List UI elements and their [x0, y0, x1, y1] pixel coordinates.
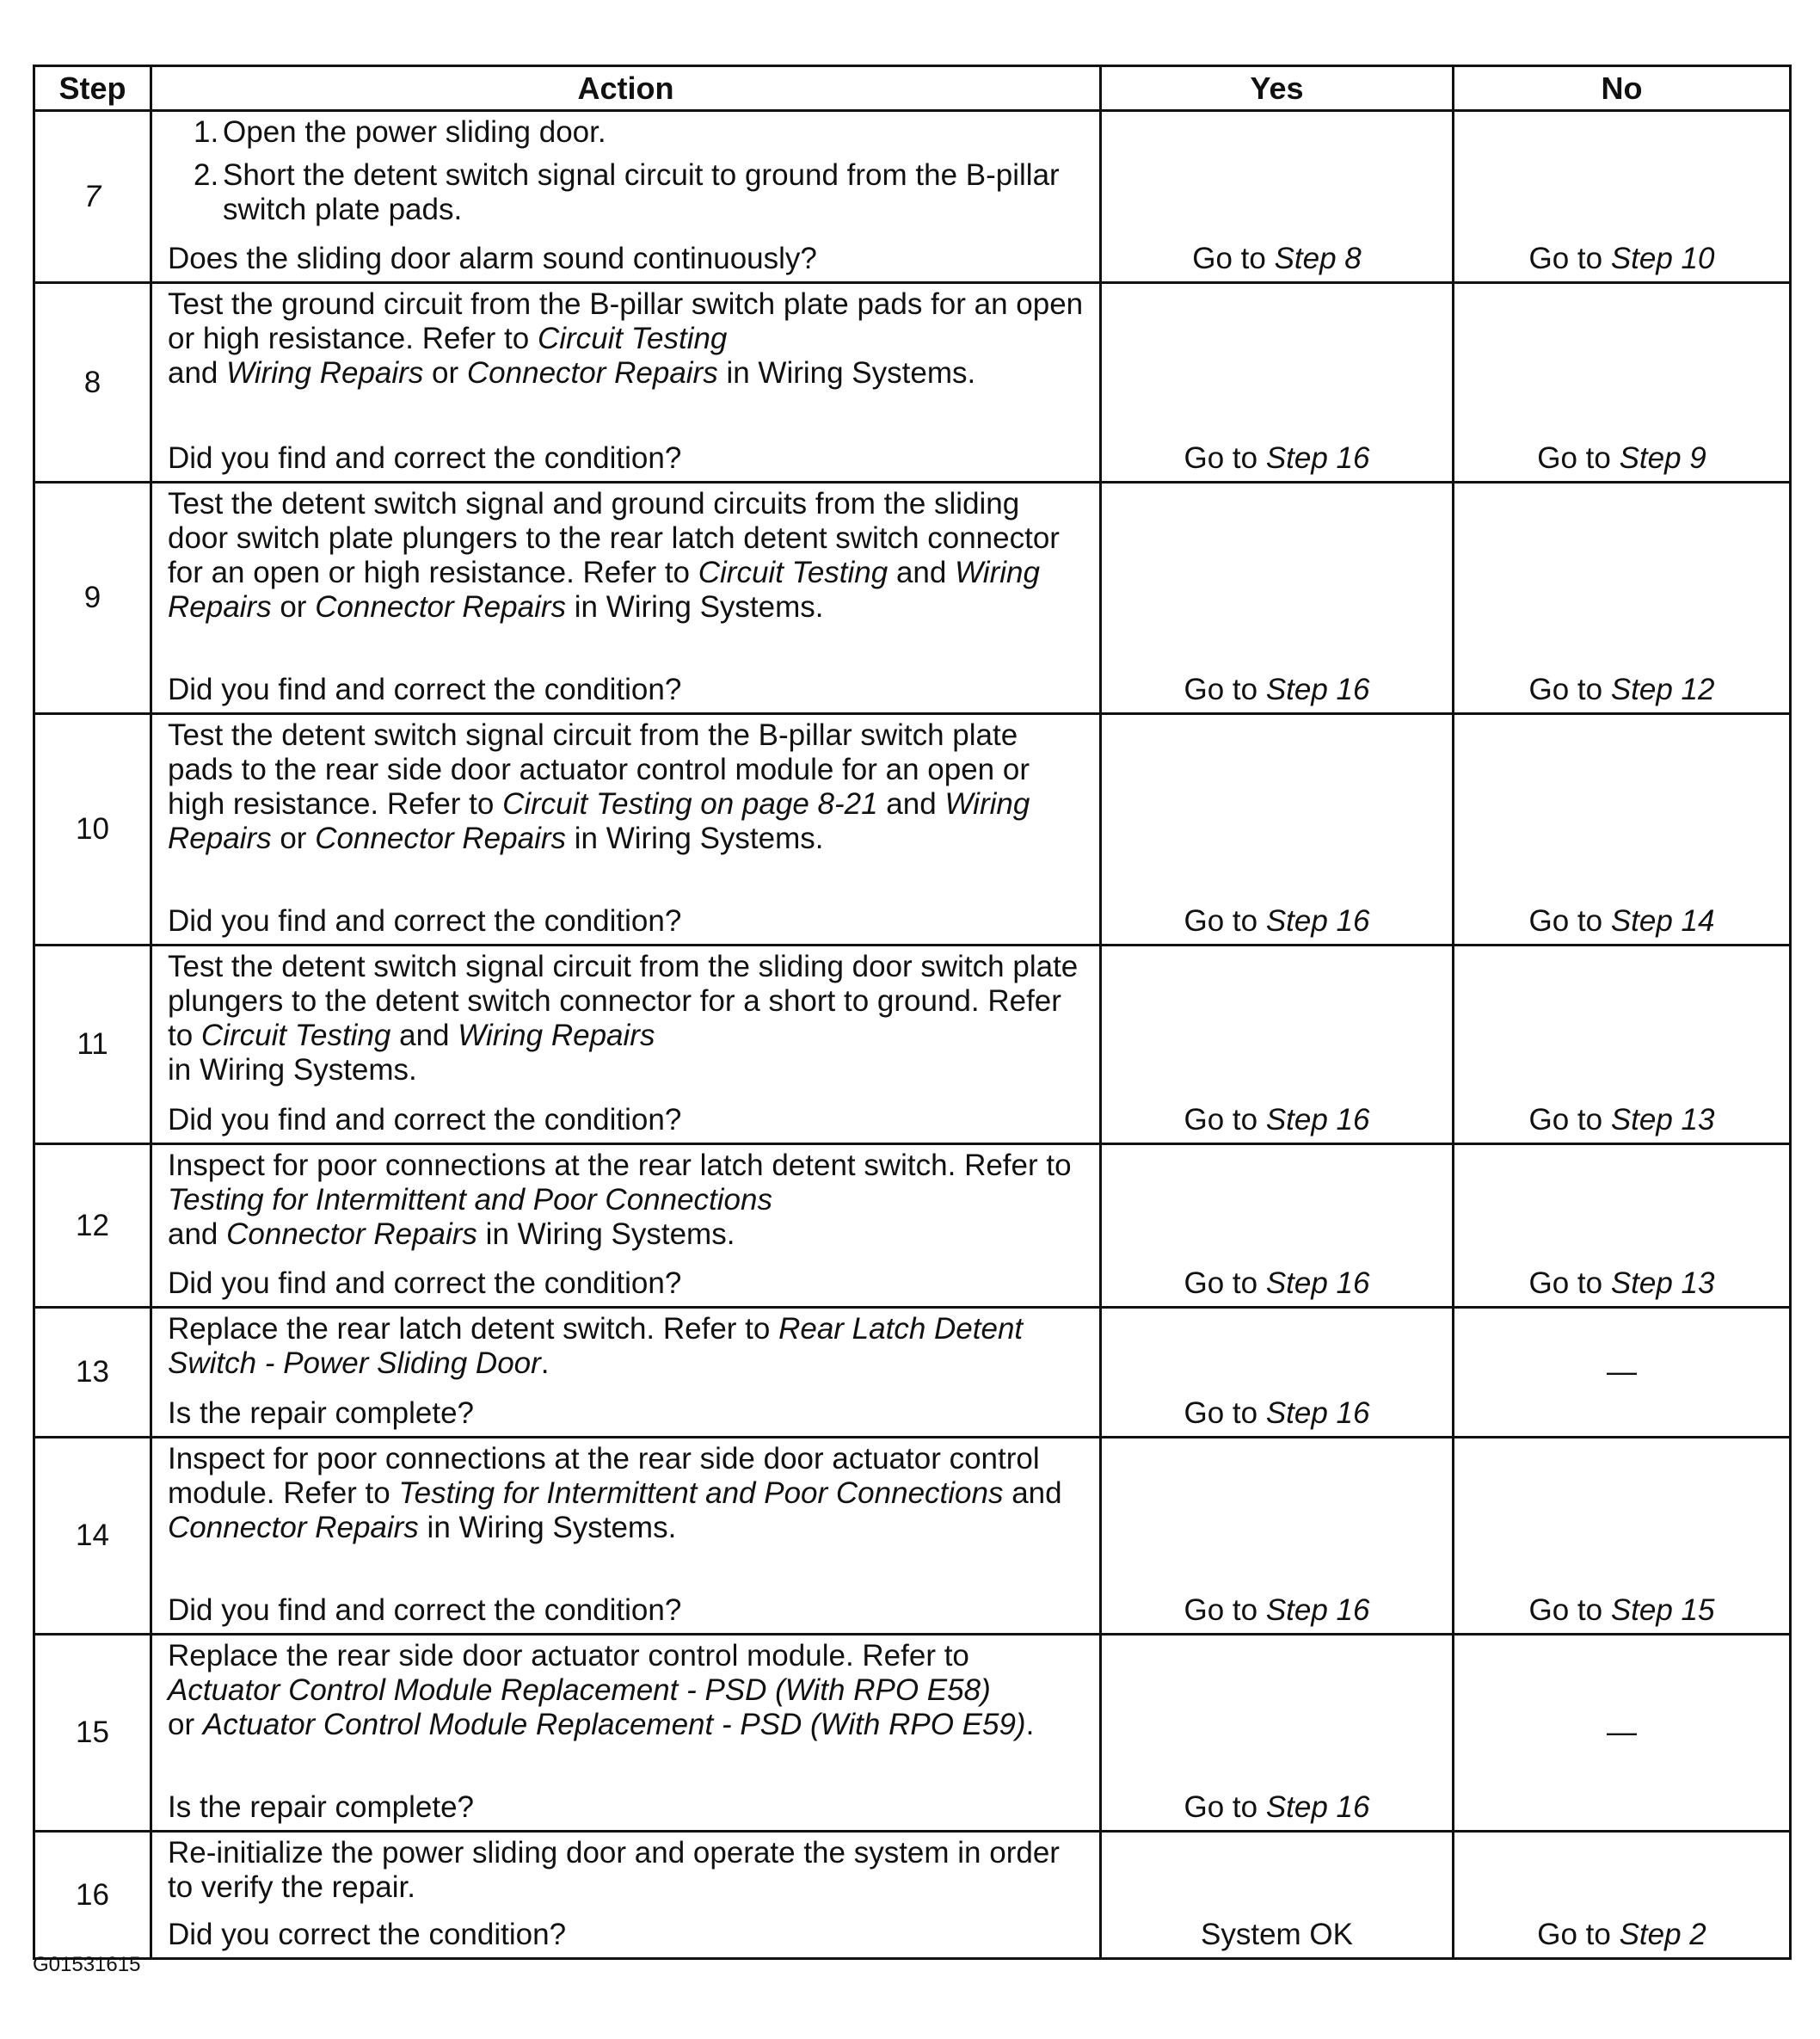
action-question: Did you find and correct the condition? — [168, 1103, 682, 1137]
no-result — [1454, 1635, 1791, 1832]
action-text-segment: Test the detent switch signal circuit from the sliding door switch plate plungers to the detent switch connector for a short to ground. Refer to — [168, 950, 1079, 1052]
reference-link-text: Wiring Repairs — [168, 787, 1030, 855]
no-result — [1454, 1438, 1791, 1635]
action-text-segment: and — [390, 1019, 458, 1052]
no-step-reference: Step 2 — [1619, 1918, 1706, 1951]
reference-link-text: Circuit Testing — [537, 322, 728, 355]
action-steps-list — [168, 115, 1087, 227]
action-cell — [151, 283, 1101, 483]
no-result — [1454, 946, 1791, 1144]
yes-result — [1101, 946, 1454, 1144]
action-text-segment: or — [168, 1708, 203, 1741]
yes-result-text: Go to — [1184, 673, 1266, 706]
action-cell — [151, 1832, 1101, 1959]
yes-result — [1101, 483, 1454, 714]
action-question: Did you find and correct the condition? — [168, 1266, 682, 1300]
action-text-segment: and — [168, 1217, 227, 1251]
step-number: 13 — [34, 1308, 151, 1438]
action-text-segment: Replace the rear side door actuator control module. Refer to — [168, 1639, 969, 1672]
action-cell — [151, 1308, 1101, 1438]
yes-result-text: Go to — [1184, 1396, 1266, 1430]
action-cell — [151, 483, 1101, 714]
yes-result — [1101, 1832, 1454, 1959]
reference-link-text: Connector Repairs — [168, 1511, 419, 1544]
reference-link-text: Actuator Control Module Replacement - PSD (With RPO E58) — [168, 1673, 991, 1707]
table-row — [34, 946, 1791, 1144]
step-number: 16 — [34, 1832, 151, 1959]
action-text-segment: and — [168, 356, 227, 390]
no-result-text: Go to — [1537, 441, 1620, 475]
no-step-reference: Step 12 — [1610, 673, 1715, 706]
action-step-text: Open the power sliding door. — [223, 115, 606, 149]
yes-step-reference: Step 16 — [1265, 1790, 1370, 1824]
reference-link-text: Circuit Testing on page 8-21 — [502, 787, 878, 821]
table-row — [34, 111, 1791, 283]
action-text-segment: or — [423, 356, 467, 390]
action-cell — [151, 1144, 1101, 1308]
yes-result — [1101, 1635, 1454, 1832]
reference-link-text: Circuit Testing — [200, 1019, 391, 1052]
no-result — [1454, 111, 1791, 283]
yes-result — [1101, 1144, 1454, 1308]
header-action: Action — [151, 66, 1101, 111]
reference-link-text: Wiring Repairs — [226, 356, 424, 390]
reference-link-text: Wiring Repairs — [458, 1019, 655, 1052]
header-row — [34, 66, 1791, 111]
action-text-segment: . — [1025, 1708, 1035, 1741]
step-number: 7 — [34, 111, 151, 283]
yes-result — [1101, 714, 1454, 946]
step-number: 11 — [34, 946, 151, 1144]
action-question: Did you correct the condition? — [168, 1918, 567, 1951]
reference-link-text: Testing for Intermittent and Poor Connections — [398, 1476, 1004, 1510]
reference-link-text: Connector Repairs — [315, 590, 566, 624]
yes-result-text: Go to — [1184, 1103, 1266, 1137]
yes-step-reference: Step 8 — [1274, 242, 1362, 275]
yes-result-text: Go to — [1184, 1593, 1266, 1627]
yes-result-text: Go to — [1184, 904, 1266, 938]
action-cell — [151, 111, 1101, 283]
yes-result-text: Go to — [1184, 441, 1266, 475]
no-result-text: — — [1607, 1716, 1637, 1749]
action-question: Did you find and correct the condition? — [168, 1593, 682, 1627]
action-step-item — [168, 115, 1087, 150]
no-result-text: — — [1607, 1355, 1637, 1389]
action-question: Is the repair complete? — [168, 1790, 475, 1824]
action-question: Does the sliding door alarm sound continuously? — [168, 242, 817, 275]
no-result — [1454, 1308, 1791, 1438]
action-text — [168, 950, 1087, 1087]
yes-result — [1101, 1438, 1454, 1635]
table-row — [34, 1832, 1791, 1959]
action-text — [168, 1442, 1087, 1545]
table-row — [34, 283, 1791, 483]
table-row — [34, 714, 1791, 946]
action-text-segment: in Wiring Systems. — [566, 590, 824, 624]
step-number: 15 — [34, 1635, 151, 1832]
action-text — [168, 1836, 1087, 1905]
yes-step-reference: Step 16 — [1265, 1593, 1370, 1627]
reference-link-text: Actuator Control Module Replacement - PSD (With RPO E59) — [202, 1708, 1026, 1741]
table-row — [34, 1438, 1791, 1635]
yes-result — [1101, 1308, 1454, 1438]
action-text — [168, 115, 1087, 227]
step-number: 8 — [34, 283, 151, 483]
action-text-segment: or — [271, 822, 316, 855]
action-text — [168, 1149, 1087, 1252]
no-result — [1454, 714, 1791, 946]
action-step-text: Short the detent switch signal circuit to ground from the B-pillar switch plate pads. — [223, 158, 1060, 226]
reference-link-text: Testing for Intermittent and Poor Connections — [168, 1183, 772, 1217]
yes-step-reference: Step 16 — [1265, 1266, 1370, 1300]
action-text-segment: or — [271, 590, 316, 624]
yes-result-text: Go to — [1192, 242, 1275, 275]
action-text-segment: Test the ground circuit from the B-pillar switch plate pads for an open or high resistance. Refer to — [168, 287, 1084, 355]
diagnostic-table — [33, 65, 1792, 1960]
yes-result-text: Go to — [1184, 1790, 1266, 1824]
reference-link-text: Connector Repairs — [315, 822, 566, 855]
no-step-reference: Step 9 — [1619, 441, 1706, 475]
action-text-segment: Inspect for poor connections at the rear latch detent switch. Refer to — [168, 1149, 1072, 1182]
action-cell — [151, 1438, 1101, 1635]
action-question: Did you find and correct the condition? — [168, 904, 682, 938]
action-question: Is the repair complete? — [168, 1396, 475, 1430]
yes-step-reference: Step 16 — [1265, 673, 1370, 706]
action-text-segment: and — [1003, 1476, 1062, 1510]
action-cell — [151, 946, 1101, 1144]
action-text-segment: and — [888, 556, 956, 589]
step-number: 14 — [34, 1438, 151, 1635]
action-text-segment: in Wiring Systems. — [418, 1511, 677, 1544]
yes-result — [1101, 111, 1454, 283]
no-result-text: Go to — [1528, 904, 1611, 938]
no-step-reference: Step 14 — [1610, 904, 1715, 938]
no-result-text: Go to — [1528, 673, 1611, 706]
action-text — [168, 1639, 1087, 1742]
step-number: 9 — [34, 483, 151, 714]
no-result-text: Go to — [1537, 1918, 1620, 1951]
no-result-text: Go to — [1528, 242, 1611, 275]
table-row — [34, 1144, 1791, 1308]
table-row — [34, 483, 1791, 714]
header-yes: Yes — [1101, 66, 1454, 111]
figure-code: G01531615 — [33, 1953, 141, 1976]
action-question: Did you find and correct the condition? — [168, 673, 682, 706]
reference-link-text: Connector Repairs — [226, 1217, 477, 1251]
yes-result-text: Go to — [1184, 1266, 1266, 1300]
step-number: 12 — [34, 1144, 151, 1308]
header-step: Step — [34, 66, 151, 111]
yes-result-text: System OK — [1201, 1918, 1353, 1951]
reference-link-text: Rear Latch Detent Switch - Power Sliding Door — [168, 1312, 1024, 1380]
action-text-segment: in Wiring Systems. — [566, 822, 824, 855]
yes-step-reference: Step 16 — [1265, 1103, 1370, 1137]
header-no: No — [1454, 66, 1791, 111]
reference-link-text: Wiring Repairs — [168, 556, 1040, 624]
no-result — [1454, 1832, 1791, 1959]
action-cell — [151, 714, 1101, 946]
reference-link-text: Circuit Testing — [698, 556, 888, 589]
action-step-item — [168, 158, 1087, 227]
action-text-segment: Replace the rear latch detent switch. Refer to — [168, 1312, 779, 1346]
action-cell — [151, 1635, 1101, 1832]
no-result — [1454, 283, 1791, 483]
no-result — [1454, 1144, 1791, 1308]
no-step-reference: Step 13 — [1610, 1266, 1715, 1300]
yes-step-reference: Step 16 — [1265, 441, 1370, 475]
yes-step-reference: Step 16 — [1265, 1396, 1370, 1430]
no-step-reference: Step 13 — [1610, 1103, 1715, 1137]
action-text — [168, 287, 1087, 391]
step-number: 10 — [34, 714, 151, 946]
action-text-segment: in Wiring Systems. — [168, 1053, 417, 1087]
action-question: Did you find and correct the condition? — [168, 441, 682, 475]
action-text-segment: in Wiring Systems. — [477, 1217, 735, 1251]
no-result — [1454, 483, 1791, 714]
action-text-segment: and — [877, 787, 945, 821]
action-text-segment: Test the detent switch signal and ground circuits from the sliding door switch plate plungers to the rear latch detent switch connector for an open or high resistance. Refer to — [168, 487, 1060, 589]
no-step-reference: Step 10 — [1610, 242, 1715, 275]
reference-link-text: Connector Repairs — [466, 356, 718, 390]
action-text — [168, 718, 1087, 856]
table-row — [34, 1308, 1791, 1438]
action-text-segment: Inspect for poor connections at the rear side door actuator control module. Refer to — [168, 1442, 1040, 1510]
action-text-segment: Re-initialize the power sliding door and operate the system in order to verify the repair. — [168, 1836, 1060, 1904]
yes-step-reference: Step 16 — [1265, 904, 1370, 938]
action-text — [168, 1312, 1087, 1381]
no-result-text: Go to — [1528, 1593, 1611, 1627]
table-row — [34, 1635, 1791, 1832]
action-text — [168, 487, 1087, 625]
action-text-segment: Test the detent switch signal circuit from the B-pillar switch plate pads to the rear side door actuator control module for an open or high resistance. Refer to — [168, 718, 1030, 821]
action-text-segment: . — [540, 1346, 550, 1380]
action-step-number: 1. — [194, 115, 219, 149]
action-step-number: 2. — [194, 158, 219, 192]
no-result-text: Go to — [1528, 1103, 1611, 1137]
no-step-reference: Step 15 — [1610, 1593, 1715, 1627]
yes-result — [1101, 283, 1454, 483]
action-text-segment: in Wiring Systems. — [717, 356, 976, 390]
no-result-text: Go to — [1528, 1266, 1611, 1300]
